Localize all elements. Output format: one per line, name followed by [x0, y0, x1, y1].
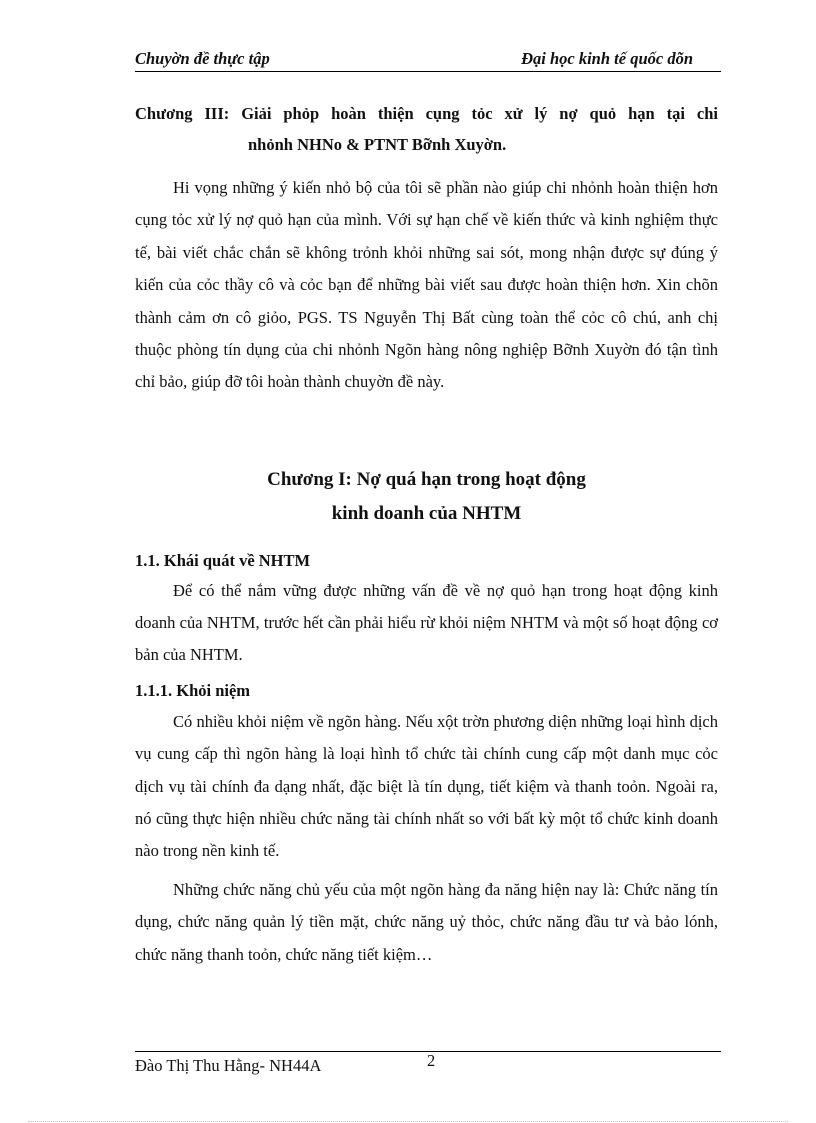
closing-paragraph: Hi vọng những ý kiến nhỏ bộ của tôi sẽ phần nào giúp chi nhỏnh hoàn thiện hơn cụng tỏc xử lý nợ quỏ hạn của mình. Với sự hạn chế về kiến thức và kinh nghiệm thực tế, bài viết chắc chắn sẽ không trỏnh khỏi những sai sót, mong nhận được sự đúng ý kiến của cỏc thầy cô và cỏc bạn để những bài viết sau được hoàn thiện hơn. Xin chõn thành cảm ơn cô giỏo, PGS. TS Nguyễn Thị Bất cùng toàn thể cỏc cô chú, anh chị thuộc phòng tín dụng của chi nhỏnh Ngõn hàng nông nghiệp Bỡnh Xuyờn đó tận tình chỉ bảo, giúp đỡ tôi hoàn thành chuyờn đề này. [135, 178, 718, 392]
definition-paragraph: Có nhiều khỏi niệm về ngõn hàng. Nếu xột trờn phương diện những loại hình dịch vụ cung cấp thì ngõn hàng là loại hình tổ chức tài chính cung cấp một danh mục cỏc dịch vụ tài chính đa dạng nhất, đặc biệt là tín dụng, tiết kiệm và thanh toỏn. Ngoài ra, nó cũng thực hiện nhiều chức năng tài chính nhất so với bất kỳ một tổ chức kinh doanh nào trong nền kinh tế. [135, 711, 718, 861]
page-body [135, 98, 718, 971]
chapter-3-heading-line-2: nhỏnh NHNo & PTNT Bỡnh Xuyờn. [248, 135, 507, 154]
chapter-3-heading-line-1: Chương III: Giải phỏp hoàn thiện cụng tỏc xử lý nợ quỏ hạn tại chi [135, 104, 718, 123]
functions-paragraph: Những chức năng chủ yếu của một ngõn hàng đa năng hiện nay là: Chức năng tín dụng, chức năng quản lý tiền mặt, chức năng uỷ thỏc, chức năng đầu tư và bảo lónh, chức năng thanh toỏn, chức năng tiết kiệm… [135, 879, 718, 964]
chapter-1-heading-line-2: kinh doanh của NHTM [331, 502, 522, 524]
subsection-heading: 1.1.1. Khỏi niệm [135, 680, 251, 700]
running-footer [135, 1051, 721, 1075]
page-number: 2 [427, 1051, 436, 1070]
page-bottom-divider [28, 1121, 788, 1122]
running-header [135, 49, 721, 72]
footer-author: Đào Thị Thu Hằng- NH44A [135, 1056, 322, 1075]
chapter-1-heading-line-1: Chương I: Nợ quá hạn trong hoạt động [267, 468, 586, 490]
section-heading: 1.1. Khái quát về NHTM [135, 550, 311, 570]
header-left-title: Chuyờn đề thực tập [135, 49, 270, 68]
chapter-1-heading [135, 463, 718, 531]
chapter-3-heading [135, 98, 718, 160]
section-intro-paragraph: Để có thể nắm vững được những vấn đề về nợ quỏ hạn trong hoạt động kinh doanh của NHTM, trước hết cần phải hiểu rừ khỏi niệm NHTM và một số hoạt động cơ bản của NHTM. [135, 580, 718, 665]
header-right-title: Đại học kinh tế quốc dõn [521, 49, 693, 68]
